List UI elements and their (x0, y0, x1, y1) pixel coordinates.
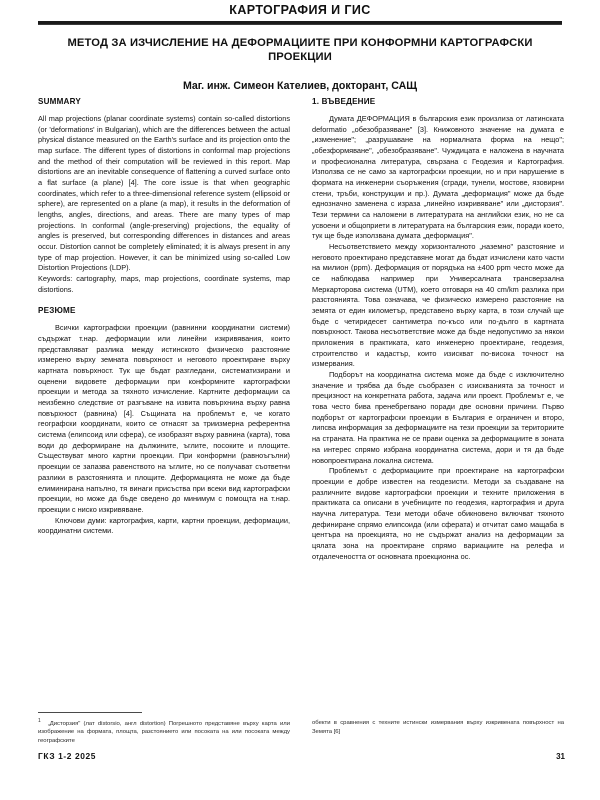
author-line: Маг. инж. Симеон Кателиев, докторант, САЩ (182, 79, 418, 92)
right-column (312, 97, 564, 562)
summary-heading: SUMMARY (38, 97, 81, 106)
header-rule (38, 21, 562, 25)
footnote-area (38, 712, 290, 745)
resume-paragraph: Всички картографски проекции (равнинни координатни системи) съдържат т.нар. деформации или линейни изкривявания, които представляват разлика между истинското физическо разстояние измерено върху земната повърхност и неговото проектиране върху картната повърхност. Тук ще бъдат разгледани, систематизирани и оценени видовете деформации при конформните картографски проекции и метода за тяхното изчисление. Картните деформации са неизбежно следствие от разгъване на извита повърхнина върху равна повърхност (равнина) [4]. Същината на проблемът е, че когато географски координати, които се отнасят за триизмерна референтна система (елипсоид или сфера), се изобразят върху равнина (карта), това води до деформиране на дължините, ъглите, посоките и площите. Съществуват много картни проекции. При конформни (равноъгълни) проекции се запазва равенството на ъглите, но се получават съответни разлики в разстоянията и площите. Деформацията не може да бъде елиминирана напълно, тя винаги присъства при всеки вид картографски проекции, но може да бъде сведено до минимум с помощта на т.нар. проекции с ниско изкривяване. (38, 323, 290, 514)
footnote-runover-area (312, 719, 564, 737)
introduction-heading: 1. ВЪВЕДЕНИЕ (312, 97, 376, 106)
footnote-marker: 1 (38, 718, 41, 724)
summary-paragraph: All map projections (planar coordinate systems) contain so-called distortions (or 'deformations' in Bulgarian), which are the differences between the actual physical distance measured on the Earth's surface and its projection onto the map surface. The different types of distortions in conformal map projections and the method of their computation will be reviewed in this report. Map distortions are an inevitable consequence of flattening a curved surface onto a flat surface (a plane) [4]. The core issue is that when geographic coordinates, which refer to a three-dimensional reference system (ellipsoid or sphere), are represented on a plane (a map), it results in the deformation of lengths, angles, directions, and areas. There are many types of map projections. In conformal (angle-preserving) projections, the equality of angles is preserved, but corresponding differences in distances and areas occur. Distortion cannot be completely eliminated; it is always present in any type of map projection. However, it can be minimized using so-called Low Distortion Projections (LDP). (38, 114, 290, 273)
intro-paragraph-2: Несъответствието между хоризонталното „наземно" разстояние и неговото проектирано представяне могат да бъдат изчислени като части на милион (ppm). Деформация от порядъка на ±400 ppm често може да се наблюдава например при Универсалната трансверзална Меркарторова система (UTM), което отговаря на 40 cm/km разлика при разстоянията. Това означава, че физическо измерено разстояние на земята от един километър, представено върху карта, в този случай ще бъде с четиридесет сантиметра по-късо или по-дълго в картната повърхност. Такова несъответствие може да бъде недопустимо за някои приложения в практиката, като инженерно проектиране, геодезия, строителство и кадастър, които изискват по-висока точност на измервания. (312, 242, 564, 369)
page-title: МЕТОД ЗА ИЗЧИСЛЕНИЕ НА ДЕФОРМАЦИИТЕ ПРИ КОНФОРМНИ КАРТОГРАФСКИ ПРОЕКЦИИ (67, 37, 533, 64)
left-column (38, 97, 290, 562)
footer-page-number: 31 (556, 752, 565, 761)
page-footer (38, 751, 565, 761)
body-columns (38, 97, 565, 562)
footnote-text (38, 718, 290, 745)
footnote-body: „Дисторзия" (лат distorsio, англ distortion) Погрешното представяне върху карта или изображение на формата, площта, разстоянието или посоката на или посоката между географските (38, 720, 290, 744)
footnote-runover-text: обекти в сравнения с техните истински измервания върху изкривената повърхност на Земята [6] (312, 720, 564, 735)
footnote-rule (38, 712, 142, 713)
footer-journal-issue: ГКЗ 1-2 2025 (38, 751, 97, 761)
keywords-line: Keywords: cartography, maps, map projections, coordinate systems, map distortions. (38, 274, 290, 294)
resume-heading: РЕЗЮМЕ (38, 306, 76, 316)
running-head: КАРТОГРАФИЯ И ГИС (229, 3, 371, 17)
intro-paragraph-1: Думата ДЕФОРМАЦИЯ в българския език произлиза от латинската deformatio „обезобразяване" [3]. Книжовното значение на думата е „изменение"; „разрушаване на нормалната форма на нещо"; „обезформяване", „обезобразяване". Чуждицата е наложена в научната и професионална литература, свързана с Геодезия и Картография. Използва се не само за картографски проекции, но и при нарушение в формата на инженерни съоръжения (сгради, тунели, мостове, язовирни стени, тръби, конструкции и пр.). Думата „деформация" може да бъде еднозначно заменена с израза „линейно изкривяване" или „дисторзия". Тези термини са наложени в литературата на английски език, но не са усвоени и общоприети в литературата на българския език, поради което, тук ще бъде използвана думата „деформация". (312, 114, 564, 241)
resume-keywords-line: Ключови думи: картография, карти, картни проекции, деформации, координатни системи. (38, 515, 290, 536)
intro-paragraph-3: Подборът на координатна система може да бъде с изключително значение и трябва да бъде съобразен с изискванията за точност и прецизност на конкретната работа, задача или проект. Проблемът е, че това често бива пренебрегвано поради две основни причини. Първо подборът от картографски проекции в България е ограничен и второ, липсва информация за деформациите на тези проекции за териториите на страната. На практика не се прави оценка за деформациите в зоната на интерес спрямо избрана координатна система, дори и тя да бъде новопроектирана локална система. (312, 370, 564, 465)
intro-paragraph-4: Проблемът с деформациите при проектиране на картографски проекции е добре известен на геодезисти. Методи за създаване на различните видове картографски проекции и техните приложения в практиката са описани в учебниците по геодезия, картография и друга научна литература. Тези методи обаче обикновено включват тяхното дефиниране спрямо елипсоида (или сферата) и отчитат само мащаба в центъра на проекцията, но не съдържат анализ на деформации за цялата зона на проектиране спрямо вариациите на релефа и отдалечеността от основната проекционна ос. (312, 466, 564, 561)
title-block (38, 36, 562, 92)
